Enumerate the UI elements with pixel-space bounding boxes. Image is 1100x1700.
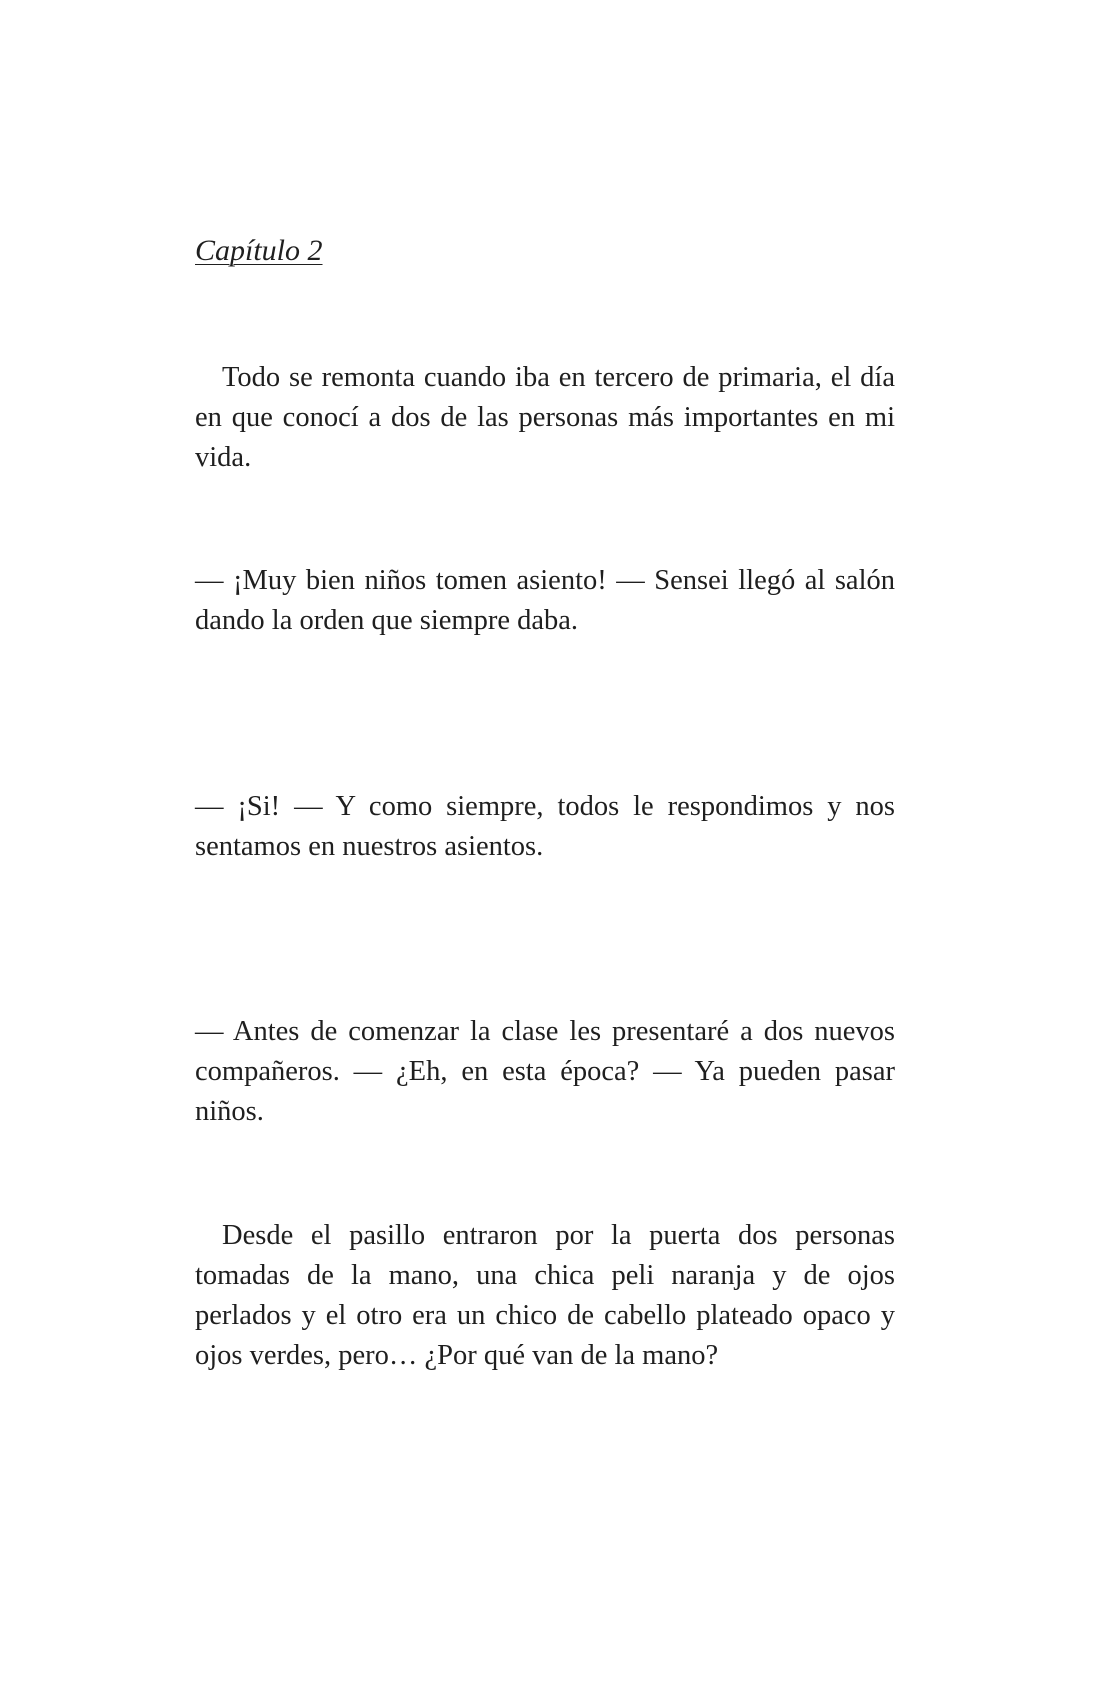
- paragraph-4: — Antes de comenzar la clase les presentaré a dos nuevos compañeros. — ¿Eh, en esta época? — Ya pueden pasar niños.: [195, 1016, 895, 1127]
- paragraph-1: Todo se remonta cuando iba en tercero de primaria, el día en que conocí a dos de las personas más importantes en mi vida.: [195, 362, 895, 473]
- paragraph-3: — ¡Si! — Y como siempre, todos le respondimos y nos sentamos en nuestros asientos.: [195, 791, 895, 862]
- paragraph-5: Desde el pasillo entraron por la puerta dos personas tomadas de la mano, una chica peli naranja y de ojos perlados y el otro era un chico de cabello plateado opaco y ojos verdes, pero… ¿Por qué van de la mano?: [195, 1220, 895, 1371]
- chapter-title: Capítulo 2: [195, 234, 323, 267]
- paragraph-2: — ¡Muy bien niños tomen asiento! — Sensei llegó al salón dando la orden que siempre daba.: [195, 565, 895, 636]
